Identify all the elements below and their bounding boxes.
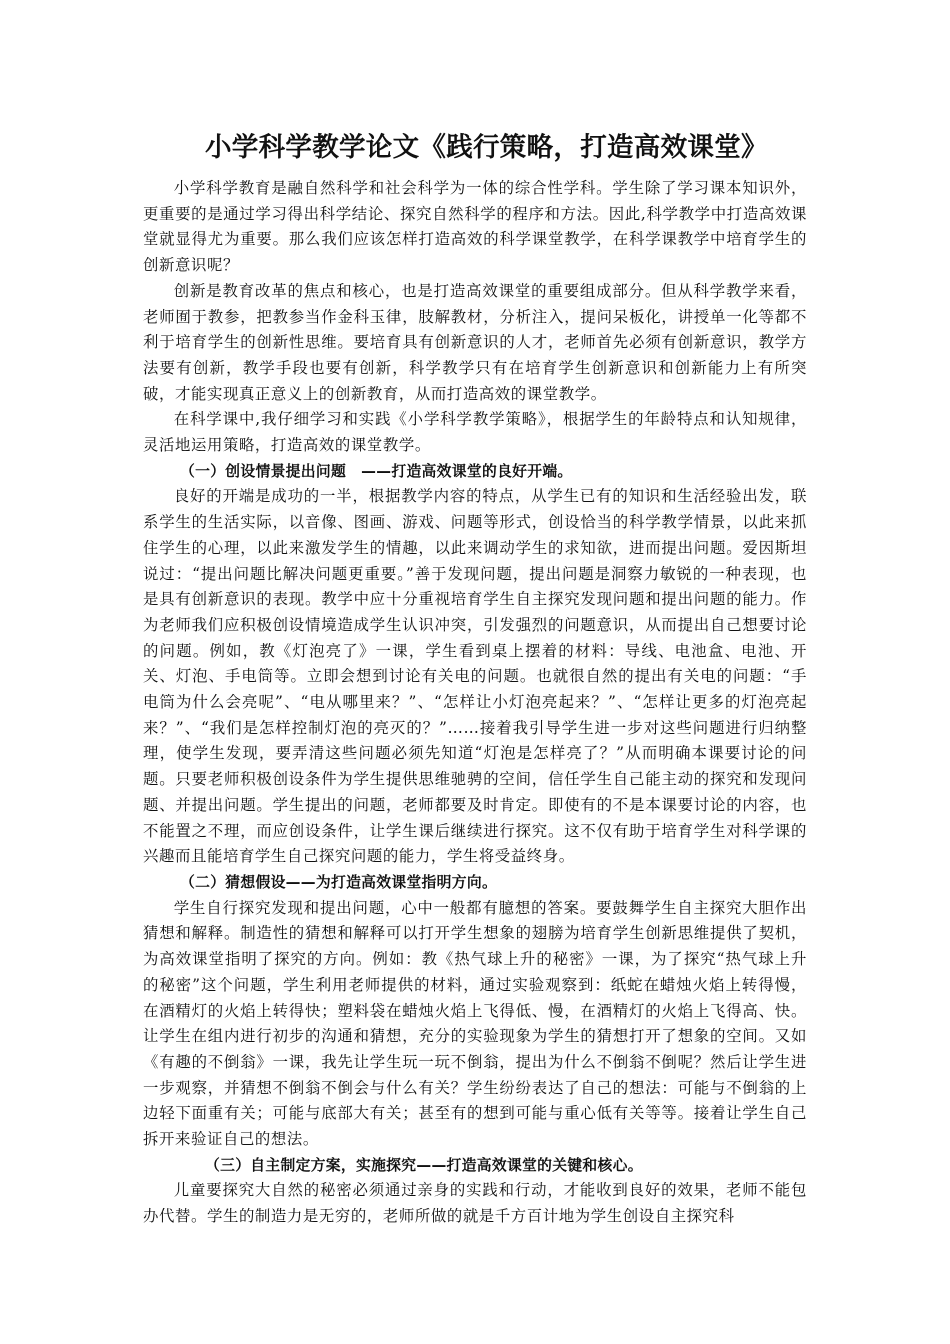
document-title: 小学科学教学论文《践行策略，打造高效课堂》	[205, 132, 768, 163]
intro-paragraph-3: 在科学课中,我仔细学习和实践《小学科学教学策略》，根据学生的年龄特点和认知规律，灵活地运用策略，打造高效的课堂教学。	[143, 410, 807, 455]
document-content	[143, 128, 807, 1230]
section-1-paragraph: 良好的开端是成功的一半，根据教学内容的特点，从学生已有的知识和生活经验出发，联系学生的生活实际，以音像、图画、游戏、问题等形式，创设恰当的科学教学情景，以此来抓住学生的心理，以此来激发学生的情趣，以此来调动学生的求知欲，进而提出问题。爱因斯坦说过：“提出问题比解决问题更重要。”善于发现问题，提出问题是洞察力敏锐的一种表现，也是具有创新意识的表现。教学中应十分重视培育学生自主探究发现问题和提出问题的能力。作为老师我们应积极创设情境造成学生认识冲突，引发强烈的问题意识，从而提出自己想要讨论的问题。例如，教《灯泡亮了》一课，学生看到桌上摆着的材料：导线、电池盒、电池、开关、灯泡、手电筒等。立即会想到讨论有关电的问题。也就很自然的提出有关电的问题：“手电筒为什么会亮呢”、“电从哪里来？”、“怎样让小灯泡亮起来？”、“怎样让更多的灯泡亮起来？”、“我们是怎样控制灯泡的亮灭的？”……接着我引导学生进一步对这些问题进行归纳整理，使学生发现，要弄清这些问题必须先知道“灯泡是怎样亮了？”从而明确本课要讨论的问题。只要老师积极创设条件为学生提供思维驰骋的空间，信任学生自己能主动的探究和发现问题、并提出问题。学生提出的问题，老师都要及时肯定。即使有的不是本课要讨论的内容，也不能置之不理，而应创设条件，让学生课后继续进行探究。这不仅有助于培育学生对科学课的兴趣而且能培育学生自己探究问题的能力，学生将受益终身。	[143, 487, 807, 866]
section-heading-1: （一）创设情景提出问题 ——打造高效课堂的良好开端。	[180, 462, 573, 480]
section-heading-3: （三）自主制定方案，实施探究——打造高效课堂的关键和核心。	[205, 1156, 643, 1174]
section-3-paragraph: 儿童要探究大自然的秘密必须通过亲身的实践和行动，才能收到良好的效果，老师不能包办代替。学生的制造力是无穷的，老师所做的就是千方百计地为学生创设自主探究科	[143, 1181, 807, 1226]
section-2-paragraph: 学生自行探究发现和提出问题，心中一般都有臆想的答案。要鼓舞学生自主探究大胆作出猜想和解释。制造性的猜想和解释可以打开学生想象的翅膀为培育学生创新思维提供了契机，为高效课堂指明了探究的方向。例如：教《热气球上升的秘密》一课，为了探究“热气球上升的秘密”这个问题，学生利用老师提供的材料，通过实验观察到：纸蛇在蜡烛火焰上转得慢，在酒精灯的火焰上转得快；塑料袋在蜡烛火焰上飞得低、慢，在酒精灯的火焰上飞得高、快。让学生在组内进行初步的沟通和猜想，充分的实验现象为学生的猜想打开了想象的空间。又如《有趣的不倒翁》一课，我先让学生玩一玩不倒翁，提出为什么不倒翁不倒呢？然后让学生进一步观察，并猜想不倒翁不倒会与什么有关？学生纷纷表达了自己的想法：可能与不倒翁的上边轻下面重有关；可能与底部大有关；甚至有的想到可能与重心低有关等等。接着让学生自己拆开来验证自己的想法。	[143, 898, 807, 1149]
intro-paragraph-2: 创新是教育改革的焦点和核心，也是打造高效课堂的重要组成部分。但从科学教学来看，老师囿于教参，把教参当作金科玉律，肢解教材，分析注入，提问呆板化，讲授单一化等都不利于培育学生的创新性思维。要培育具有创新意识的人才，老师首先必须有创新意识，教学方法要有创新，教学手段也要有创新，科学教学只有在培育学生创新意识和创新能力上有所突破，才能实现真正意义上的创新教育，从而打造高效的课堂教学。	[143, 281, 807, 403]
intro-paragraph-1: 小学科学教育是融自然科学和社会科学为一体的综合性学科。学生除了学习课本知识外，更重要的是通过学习得出科学结论、探究自然科学的程序和方法。因此,科学教学中打造高效课堂就显得尤为重要。那么我们应该怎样打造高效的科学课堂教学，在科学课教学中培育学生的创新意识呢？	[143, 179, 807, 275]
section-heading-2: （二）猜想假设——为打造高效课堂指明方向。	[180, 873, 498, 891]
